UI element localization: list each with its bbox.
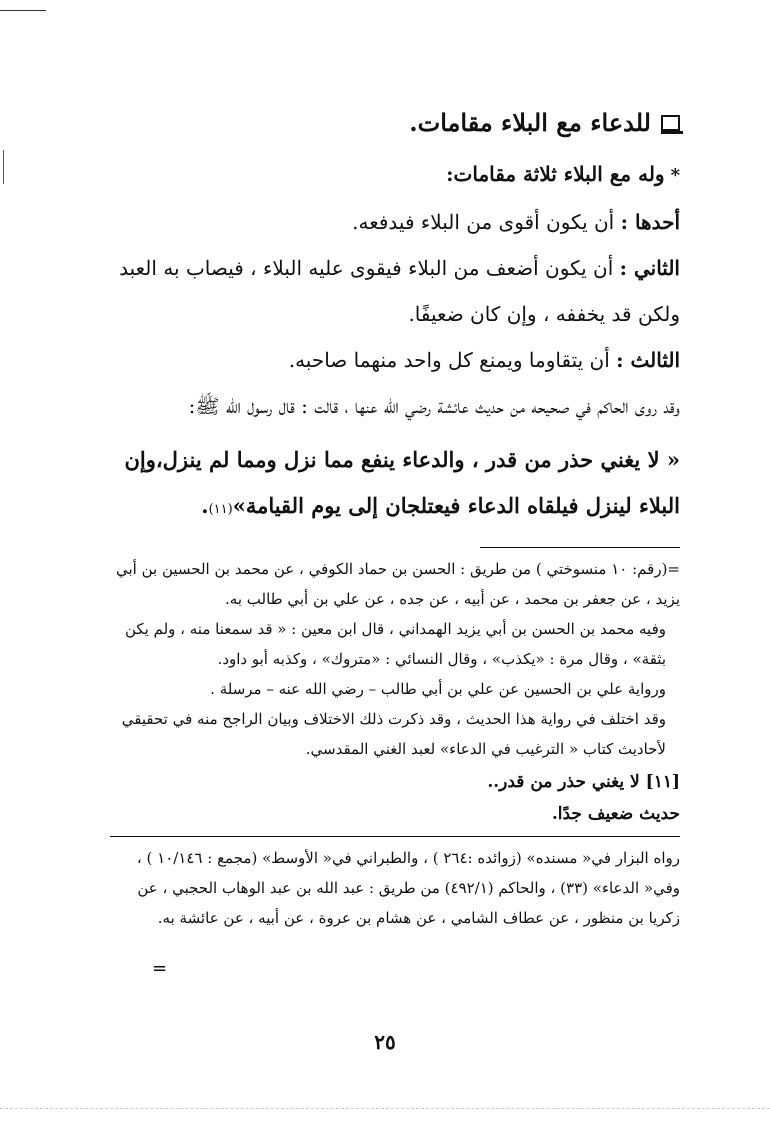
section-heading-text: للدعاء مع البلاء مقامات. xyxy=(409,108,651,137)
footnote-carry: =(رقم: ١٠ منسوختي ) من طريق : الحسن بن حماد الكوفي ، عن محمد بن الحسين بن أبي يزيد ، عن جعفر بن محمد ، عن أبيه ، عن جده ، عن علي بن أبي طالب به. xyxy=(115,560,680,608)
footnote-sources: رواه البزار في« مسنده» (زوائده :٢٦٤ ) ، والطبراني في« الأوسط» (مجمع : ١٠/١٤٦ ) ، وفي« الدعاء» (٣٣) ، والحاكم (٤٩٢/١) من طريق : عبد الله بن عبد الوهاب الحجبي ، عن زكريا بن منظور ، عن عطاف الشامي ، عن هشام بن عروة ، عن أبيه ، عن عائشة به. xyxy=(136,849,680,927)
footnote-rule xyxy=(110,836,680,837)
narration: وقد روى الحاكم في صحيحه من حديث عائشة رضي الله عنها ، قالت : قال رسول الله ﷺ: xyxy=(188,394,680,418)
station-1 xyxy=(110,199,680,245)
intro-line: *وله مع البلاء ثلاثة مقامات: xyxy=(446,162,680,186)
checkbox-bullet-icon xyxy=(661,115,680,131)
bottom-edge-rule xyxy=(0,1108,770,1109)
station-2-text: أن يكون أضعف من البلاء فيقوى عليه البلاء ، فيصاب به العبد ولكن قد يخففه ، وإن كان ضعيفًا. xyxy=(119,256,680,326)
page-number: ٢٥ xyxy=(374,1030,396,1054)
station-3-label: الثالث : xyxy=(616,348,680,372)
station-2-label: الثاني : xyxy=(619,256,680,280)
footnote-verdict: حديث ضعيف جدًا. xyxy=(551,804,680,824)
station-2 xyxy=(110,245,680,337)
station-1-label: أحدها : xyxy=(620,210,680,234)
asterisk-icon: * xyxy=(670,165,680,186)
footnote-line: وفيه محمد بن الحسن بن أبي يزيد الهمداني ، قال ابن معين : « قد سمعنا منه ، ولم يكن بثقة» ، وقال مرة : «يكذب» ، وقال النسائي : «متروك» ، وكذبه أبو داود. xyxy=(124,620,666,668)
page-body xyxy=(110,100,680,933)
corner-rule xyxy=(0,10,46,11)
section-heading xyxy=(110,108,680,137)
footnote-title: [١١] لا يغني حذر من قدر.. xyxy=(487,772,680,792)
continuation-mark: = xyxy=(152,958,168,979)
station-3 xyxy=(110,337,680,383)
footnote-ref: (١١) xyxy=(208,502,233,517)
footnote-line: وقد اختلف في رواية هذا الحديث ، وقد ذكرت ذلك الاختلاف وبيان الراجح منه في تحقيقي لأحاديث كتاب « الترغيب في الدعاء» لعبد الغني المقدسي. xyxy=(121,710,666,758)
footnote-separator xyxy=(480,547,680,548)
station-1-text: أن يكون أقوى من البلاء فيدفعه. xyxy=(352,210,621,234)
edge-mark xyxy=(3,150,4,184)
footnote-line: ورواية علي بن الحسين عن علي بن أبي طالب – رضي الله عنه – مرسلة . xyxy=(210,680,666,698)
hadith-text: « لا يغني حذر من قدر ، والدعاء ينفع مما نزل ومما لم ينزل،وإن البلاء لينزل فيلقاه الدعاء فيعتلجان إلى يوم القيامة»(١١). xyxy=(124,447,680,518)
station-3-text: أن يتقاوما ويمنع كل واحد منهما صاحبه. xyxy=(288,348,617,372)
